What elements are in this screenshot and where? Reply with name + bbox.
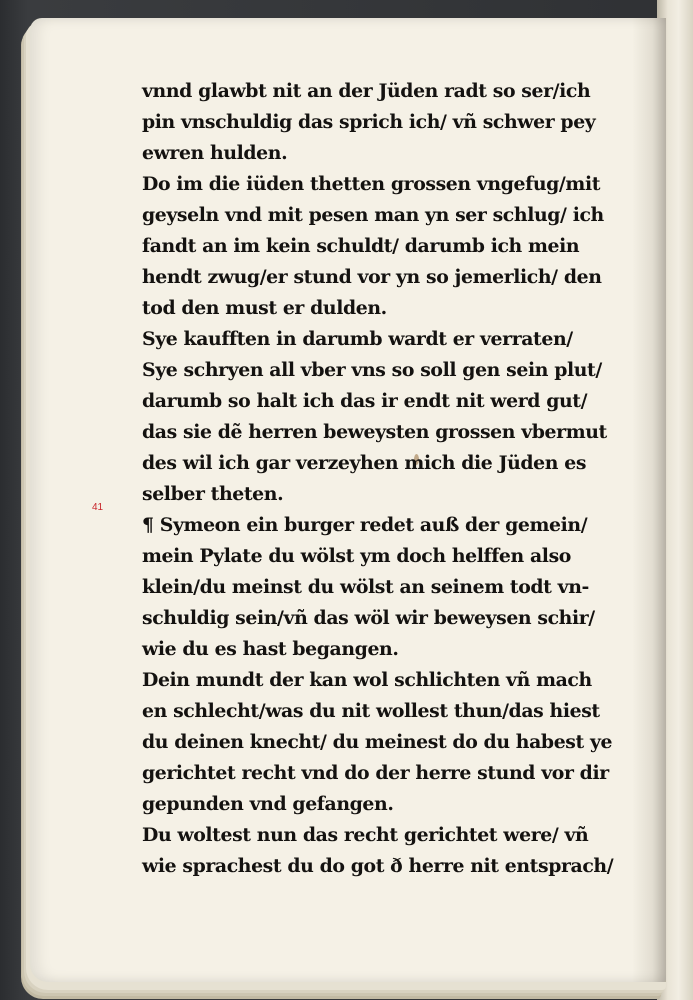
- text-line: darumb so halt ich das ir endt nit werd gut/: [142, 390, 588, 412]
- text-line: wie du es hast begangen.: [142, 638, 399, 660]
- text-line: Dein mundt der kan wol schlichten vñ mach: [142, 669, 592, 691]
- text-line: tod den must er dulden.: [142, 297, 387, 319]
- gutter-shadow: [632, 18, 666, 982]
- text-line: pin vnschuldig das sprich ich/ vñ schwer pey: [142, 111, 596, 133]
- text-line: das sie dẽ herren beweysten grossen vbermut: [142, 421, 607, 443]
- text-line: ¶ Symeon ein burger redet auß der gemein/: [142, 514, 588, 536]
- text-line: mein Pylate du wölst ym doch helffen also: [142, 545, 571, 567]
- text-line: klein/du meinst du wölst an seinem todt vn-: [142, 576, 589, 598]
- text-line: vnnd glawbt nit an der Jüden radt so ser/ich: [142, 80, 591, 102]
- text-line: Du woltest nun das recht gerichtet were/ vñ: [142, 824, 589, 846]
- text-line: ewren hulden.: [142, 142, 288, 164]
- printed-text-block: [142, 76, 632, 882]
- text-line: en schlecht/was du nit wollest thun/das hiest: [142, 700, 600, 722]
- text-line: Sye kaufften in darumb wardt er verraten/: [142, 328, 573, 350]
- text-line: Do im die iüden thetten grossen vngefug/mit: [142, 173, 601, 195]
- text-line: wie sprachest du do got ð herre nit entsprach/: [142, 855, 614, 877]
- text-line: gerichtet recht vnd do der herre stund vor dir: [142, 762, 609, 784]
- text-line: du deinen knecht/ du meinest do du habest ye: [142, 731, 613, 753]
- text-line: gepunden vnd gefangen.: [142, 793, 394, 815]
- text-line: hendt zwug/er stund vor yn so jemerlich/ den: [142, 266, 602, 288]
- text-line: selber theten.: [142, 483, 284, 505]
- text-line: des wil ich gar verzeyhen mich die Jüden es: [142, 452, 587, 474]
- text-line: geyseln vnd mit pesen man yn ser schlug/ ich: [142, 204, 604, 226]
- text-line: fandt an im kein schuldt/ darumb ich mein: [142, 235, 580, 257]
- margin-note-number: 41: [92, 502, 104, 513]
- text-line: schuldig sein/vñ das wöl wir beweysen schir/: [142, 607, 595, 629]
- text-line: Sye schryen all vber vns so soll gen sein plut/: [142, 359, 602, 381]
